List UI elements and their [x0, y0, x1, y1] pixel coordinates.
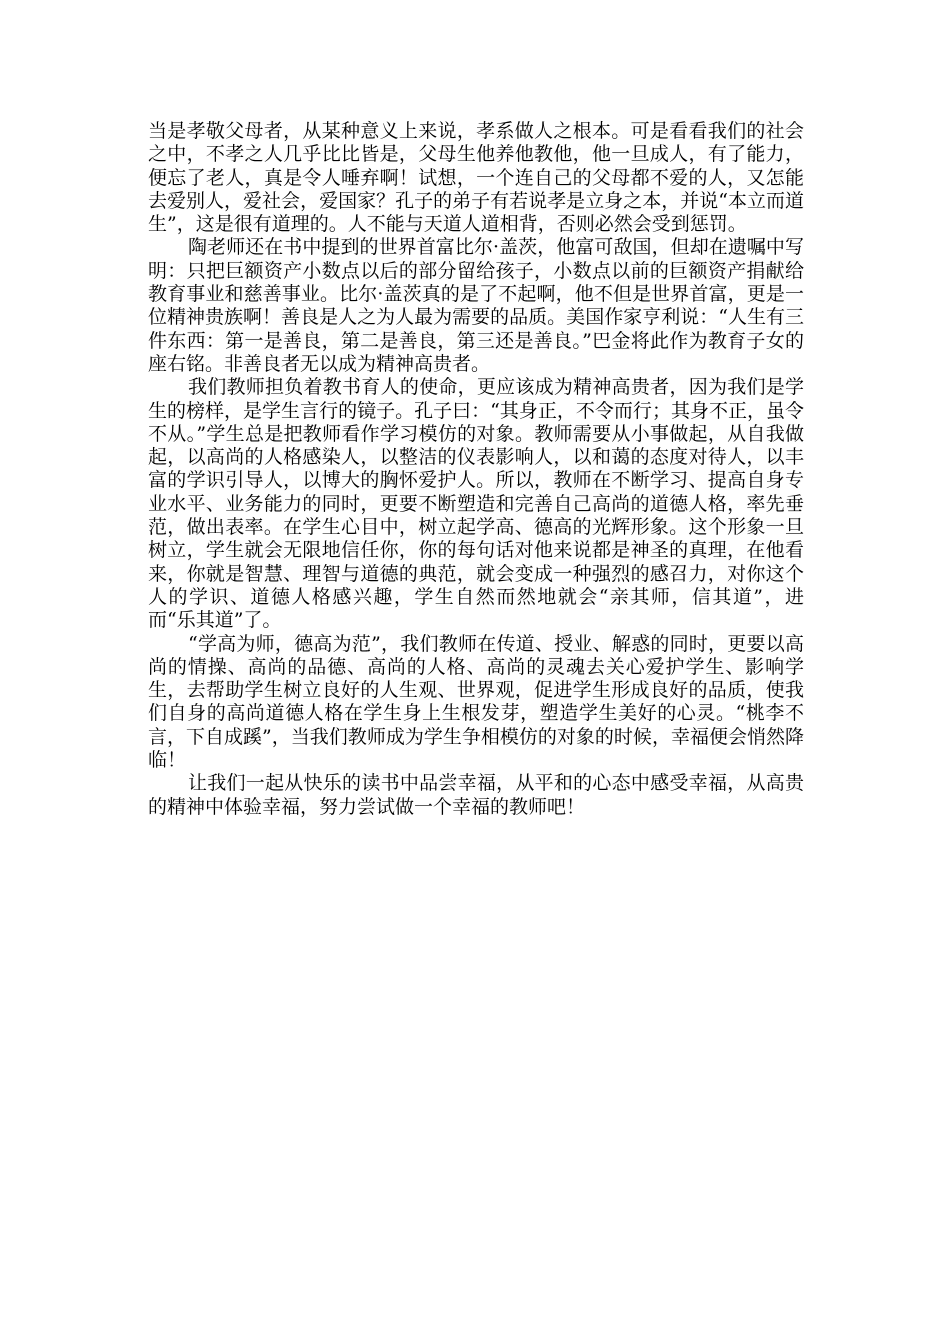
document-body	[148, 120, 804, 819]
paragraph-teacher-mission: 我们教师担负着教书育人的使命，更应该成为精神高贵者，因为我们是学生的榜样，是学生言行的镜子。孔子曰：“其身正，不令而行；其身不正，虽令不从。”学生总是把教师看作学习模仿的对象。教师需要从小事做起，从自我做起，以高尚的人格感染人，以整洁的仪表影响人，以和蔼的态度对待人，以丰富的学识引导人，以博大的胸怀爱护人。所以，教师在不断学习、提高自身专业水平、业务能力的同时，更要不断塑造和完善自己高尚的道德人格，率先垂范，做出表率。在学生心目中，树立起学高、德高的光辉形象。这个形象一旦树立，学生就会无限地信任你，你的每句话对他来说都是神圣的真理，在他看来，你就是智慧、理智与道德的典范，就会变成一种强烈的感召力，对你这个人的学识、道德人格感兴趣，学生自然而然地就会“亲其师，信其道”，进而“乐其道”了。	[148, 376, 804, 632]
paragraph-bill-gates: 陶老师还在书中提到的世界首富比尔·盖茨，他富可敌国，但却在遗嘱中写明：只把巨额资产小数点以后的部分留给孩子，小数点以前的巨额资产捐献给教育事业和慈善事业。比尔·盖茨真的是了不起啊，他不但是世界首富，更是一位精神贵族啊！善良是人之为人最为需要的品质。美国作家亨利说：“人生有三件东西：第一是善良，第二是善良，第三还是善良。”巴金将此作为教育子女的座右铭。非善良者无以成为精神高贵者。	[148, 236, 804, 375]
paragraph-continuation: 当是孝敬父母者，从某种意义上来说，孝系做人之根本。可是看看我们的社会之中，不孝之人几乎比比皆是，父母生他养他教他，他一旦成人，有了能力，便忘了老人，真是令人唾弃啊！试想，一个连自己的父母都不爱的人，又怎能去爱别人，爱社会，爱国家？孔子的弟子有若说孝是立身之本，并说“本立而道生”，这是很有道理的。人不能与天道人道相背，否则必然会受到惩罚。	[148, 120, 804, 236]
paragraph-learning-virtue: “学高为师，德高为范”，我们教师在传道、授业、解惑的同时，更要以高尚的情操、高尚的品德、高尚的人格、高尚的灵魂去关心爱护学生、影响学生，去帮助学生树立良好的人生观、世界观，促进学生形成良好的品质，使我们自身的高尚道德人格在学生身上生根发芽，塑造学生美好的心灵。“桃李不言，下自成蹊”，当我们教师成为学生争相模仿的对象的时候，幸福便会悄然降临！	[148, 632, 804, 772]
paragraph-conclusion: 让我们一起从快乐的读书中品尝幸福，从平和的心态中感受幸福，从高贵的精神中体验幸福，努力尝试做一个幸福的教师吧！	[148, 772, 804, 818]
